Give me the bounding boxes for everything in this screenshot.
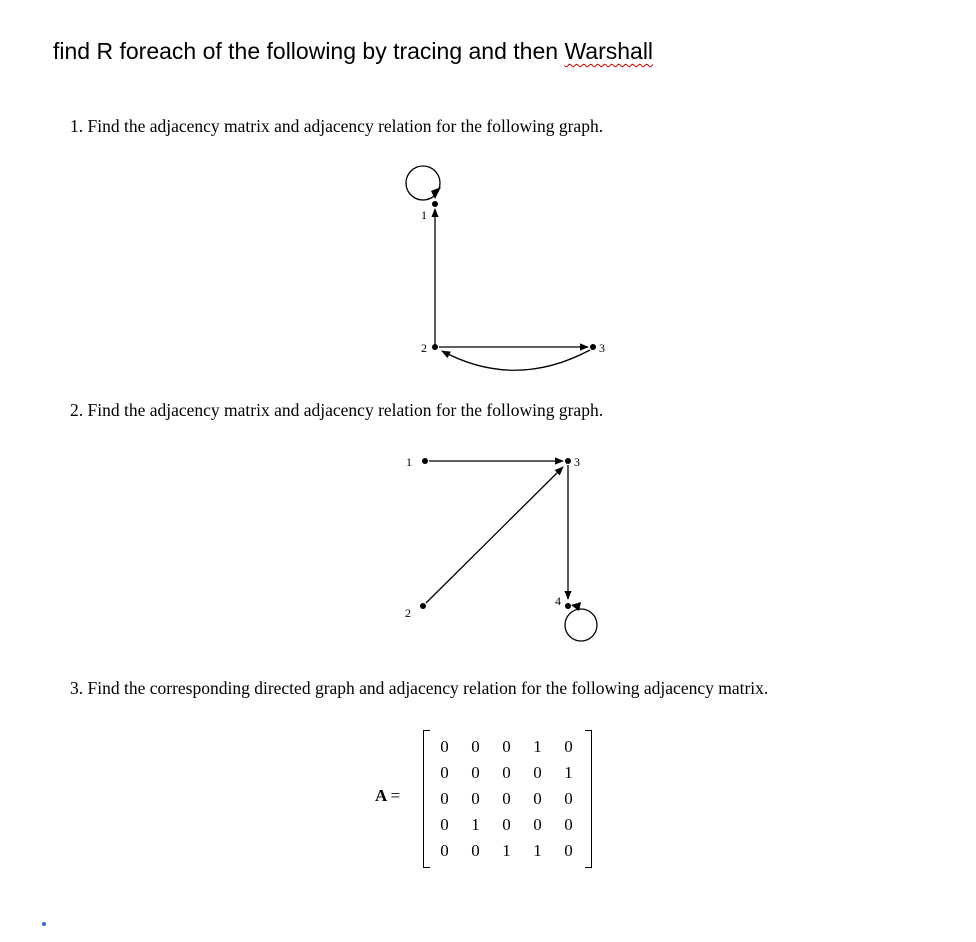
matrix-cell: 0 xyxy=(502,789,511,808)
matrix-cell: 0 xyxy=(564,737,573,756)
matrix-cell: 0 xyxy=(564,815,573,834)
page-heading xyxy=(53,38,653,65)
graph2-node-3-label: 3 xyxy=(574,455,580,469)
graph2-loop-edge-4-4 xyxy=(565,609,597,641)
matrix-cell: 0 xyxy=(440,789,449,808)
matrix-name: A xyxy=(375,786,387,805)
graph2-node-4-label: 4 xyxy=(555,594,561,608)
graph-2 xyxy=(395,445,615,655)
matrix-cell: 0 xyxy=(533,815,542,834)
matrix-cell: 1 xyxy=(471,815,480,834)
graph2-node-1 xyxy=(422,458,428,464)
matrix-cell: 1 xyxy=(533,737,542,756)
matrix-right-bracket xyxy=(585,730,592,868)
matrix-cell: 1 xyxy=(533,841,542,860)
matrix-cell: 0 xyxy=(564,789,573,808)
matrix-cell: 0 xyxy=(440,815,449,834)
graph2-node-4 xyxy=(565,603,571,609)
graph1-node-3-label: 3 xyxy=(599,341,605,355)
graph1-node-3 xyxy=(590,344,596,350)
matrix-cell: 0 xyxy=(502,737,511,756)
graph2-edge-2-3 xyxy=(426,467,563,603)
matrix-equals: = xyxy=(390,786,401,805)
matrix-cell: 0 xyxy=(533,789,542,808)
matrix-cell: 0 xyxy=(471,789,480,808)
heading-warshall-word: Warshall xyxy=(564,38,654,64)
matrix-cell: 0 xyxy=(440,763,449,782)
graph1-node-1-label: 1 xyxy=(421,208,427,222)
matrix-cell: 0 xyxy=(564,841,573,860)
matrix-cell: 0 xyxy=(471,737,480,756)
matrix-cell: 1 xyxy=(502,841,511,860)
question-1: 1. Find the adjacency matrix and adjacency relation for the following graph. xyxy=(70,116,604,136)
question-3: 3. Find the corresponding directed graph and adjacency relation for the following adjacency matrix. xyxy=(70,678,769,698)
graph1-node-2-label: 2 xyxy=(421,341,427,355)
matrix-label xyxy=(375,786,400,806)
matrix-cell: 1 xyxy=(564,763,573,782)
graph1-edge-3-2 xyxy=(442,350,590,370)
matrix-cell: 0 xyxy=(471,763,480,782)
graph-1 xyxy=(395,155,615,385)
question-2: 2. Find the adjacency matrix and adjacency relation for the following graph. xyxy=(70,400,604,420)
stray-bullet-dot xyxy=(42,922,46,926)
matrix-cell: 0 xyxy=(440,737,449,756)
graph1-node-2 xyxy=(432,344,438,350)
graph2-node-2 xyxy=(420,603,426,609)
matrix-cell: 0 xyxy=(502,763,511,782)
matrix-cell: 0 xyxy=(502,815,511,834)
graph2-node-3 xyxy=(565,458,571,464)
matrix-cell: 0 xyxy=(533,763,542,782)
graph2-node-1-label: 1 xyxy=(406,455,412,469)
graph2-node-2-label: 2 xyxy=(405,606,411,620)
matrix-cell: 0 xyxy=(471,841,480,860)
matrix-cell: 0 xyxy=(440,841,449,860)
adjacency-matrix xyxy=(375,730,605,870)
matrix-cells xyxy=(429,734,584,864)
heading-text: find R foreach of the following by tracing and then xyxy=(53,38,565,64)
graph1-node-1 xyxy=(432,201,438,207)
